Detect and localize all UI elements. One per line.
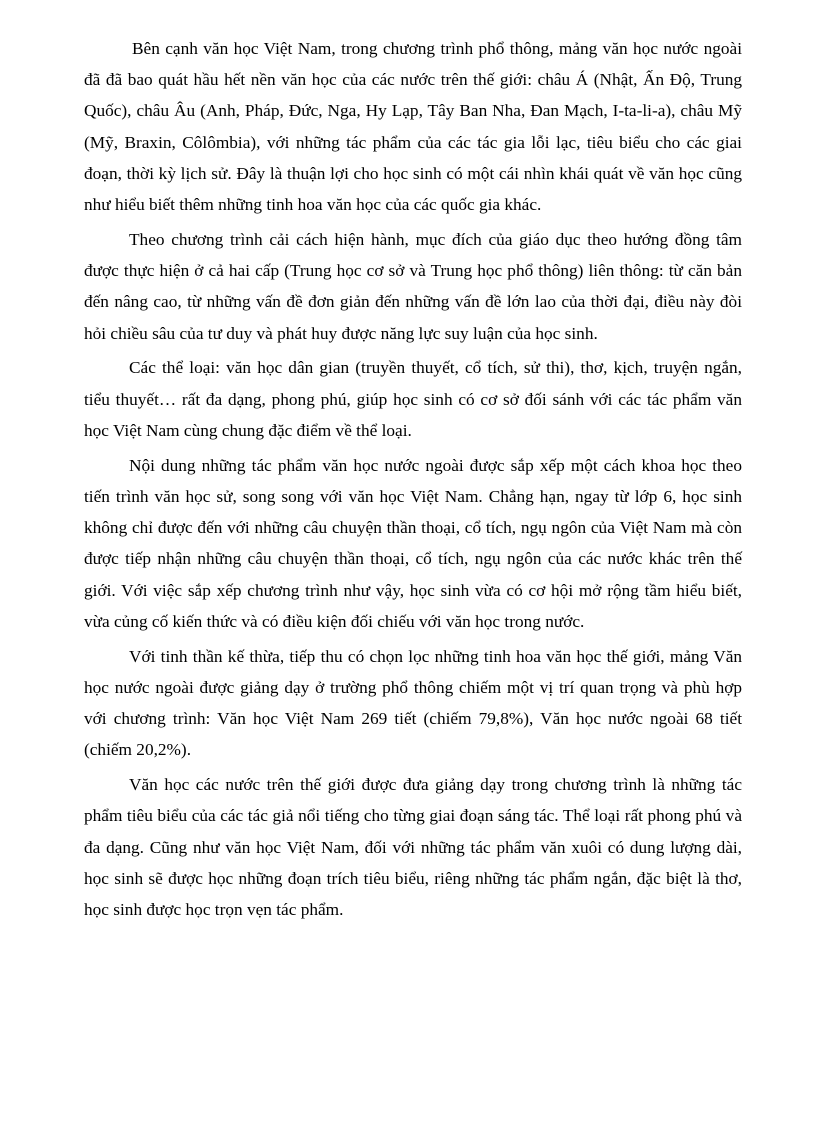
paragraph-genres: Các thể loại: văn học dân gian (truyền thuyết, cổ tích, sử thi), thơ, kịch, truyện ngắn, tiểu thuyết… rất đa dạng, phong phú, giúp học sinh có cơ sở đối sánh với các tác phẩm văn học Việt Nam cùng chung đặc điểm về thể loại. [84,358,742,440]
document-page [84,33,742,929]
paragraph-proportion: Với tinh thần kế thừa, tiếp thu có chọn lọc những tinh hoa văn học thế giới, mảng Văn học nước ngoài được giảng dạy ở trường phổ thông chiếm một vị trí quan trọng và phù hợp với chương trình: Văn học Việt Nam 269 tiết (chiếm 79,8%), Văn học nước ngoài 68 tiết (chiếm 20,2%). [84,646,742,760]
paragraph-representative-works: Văn học các nước trên thế giới được đưa giảng dạy trong chương trình là những tác phẩm tiêu biểu của các tác giả nổi tiếng cho từng giai đoạn sáng tác. Thể loại rất phong phú và đa dạng. Cũng như văn học Việt Nam, đối với những tác phẩm văn xuôi có dung lượng dài, học sinh sẽ được học những đoạn trích tiêu biểu, riêng những tác phẩm ngắn, đặc biệt là thơ, học sinh được học trọn vẹn tác phẩm. [84,775,742,919]
paragraph-curriculum-reform: Theo chương trình cải cách hiện hành, mục đích của giáo dục theo hướng đồng tâm được thực hiện ở cả hai cấp (Trung học cơ sở và Trung học phổ thông) liên thông: từ căn bản đến nâng cao, từ những vấn đề đơn giản đến những vấn đề lớn lao của thời đại, điều này đòi hỏi chiều sâu của tư duy và phát huy được năng lực suy luận của học sinh. [84,229,742,343]
paragraph-foreign-literature-scope: Bên cạnh văn học Việt Nam, trong chương trình phổ thông, mảng văn học nước ngoài đã đã bao quát hầu hết nền văn học của các nước trên thế giới: châu Á (Nhật, Ấn Độ, Trung Quốc), châu Âu (Anh, Pháp, Đức, Nga, Hy Lạp, Tây Ban Nha, Đan Mạch, I-ta-li-a), châu Mỹ (Mỹ, Braxin, Côlômbia), với những tác phẩm của các tác gia lỗi lạc, tiêu biểu cho các giai đoạn, thời kỳ lịch sử. Đây là thuận lợi cho học sinh có một cái nhìn khái quát về văn học cũng như hiểu biết thêm những tinh hoa văn học của các quốc gia khác. [84,39,742,215]
paragraph-content-arrangement: Nội dung những tác phẩm văn học nước ngoài được sắp xếp một cách khoa học theo tiến trình văn học sử, song song với văn học Việt Nam. Chẳng hạn, ngay từ lớp 6, học sinh không chỉ được đến với những câu chuyện thần thoại, cổ tích, ngụ ngôn của Việt Nam mà còn được tiếp nhận những câu chuyện thần thoại, cổ tích, ngụ ngôn của các nước khác trên thế giới. Với việc sắp xếp chương trình như vậy, học sinh vừa có cơ hội mở rộng tầm hiểu biết, vừa củng cố kiến thức và có điều kiện đối chiếu với văn học trong nước. [84,455,742,631]
